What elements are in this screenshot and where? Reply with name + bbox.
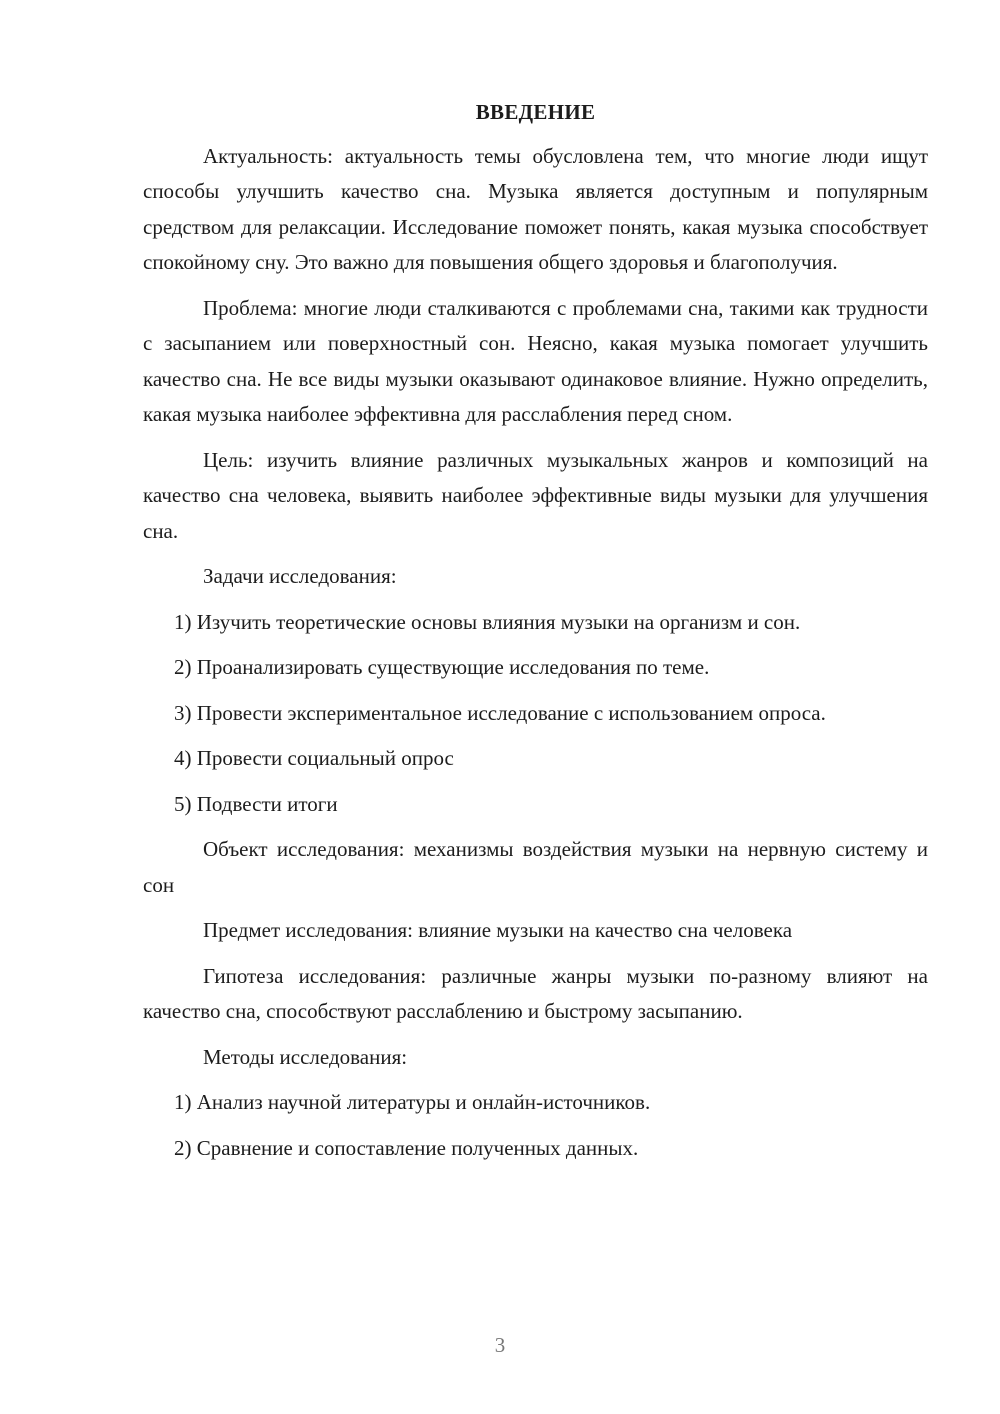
task-item: 1) Изучить теоретические основы влияния музыки на организм и сон.: [174, 609, 801, 634]
problem-paragraph: Проблема: многие люди сталкиваются с проблемами сна, такими как трудности с засыпанием или поверхностный сон. Неясно, какая музыка помогает улучшить качество сна. Не все виды музыки оказывают одинаковое влияние. Нужно определить, какая музыка наиболее эффективна для расслабления перед сном.: [143, 295, 928, 426]
method-item: 2) Сравнение и сопоставление полученных данных.: [174, 1135, 639, 1160]
object-paragraph: Объект исследования: механизмы воздействия музыки на нервную систему и сон: [143, 837, 928, 897]
relevance-paragraph: Актуальность: актуальность темы обусловлена тем, что многие люди ищут способы улучшить качество сна. Музыка является доступным и популярным средством для релаксации. Исследование поможет понять, какая музыка способствует спокойному сну. Это важно для повышения общего здоровья и благополучия.: [143, 143, 928, 274]
methods-heading: Методы исследования:: [203, 1044, 408, 1069]
goal-paragraph: Цель: изучить влияние различных музыкальных жанров и композиций на качество сна человека, выявить наиболее эффективные виды музыки для улучшения сна.: [143, 447, 928, 543]
tasks-heading: Задачи исследования:: [203, 564, 397, 588]
page-number: 3: [494, 1333, 506, 1357]
subject-paragraph: Предмет исследования: влияние музыки на качество сна человека: [203, 918, 793, 942]
page-title: ВВЕДЕНИЕ: [475, 100, 596, 124]
task-item: 4) Провести социальный опрос: [174, 746, 454, 770]
task-item: 5) Подвести итоги: [174, 791, 338, 816]
task-item: 3) Провести экспериментальное исследование с использованием опроса.: [174, 700, 826, 725]
task-item: 2) Проанализировать существующие исследования по теме.: [174, 655, 710, 679]
method-item: 1) Анализ научной литературы и онлайн-источников.: [174, 1090, 651, 1114]
hypothesis-paragraph: Гипотеза исследования: различные жанры музыки по-разному влияют на качество сна, способствуют расслаблению и быстрому засыпанию.: [143, 963, 928, 1023]
document-page: [143, 95, 928, 1176]
